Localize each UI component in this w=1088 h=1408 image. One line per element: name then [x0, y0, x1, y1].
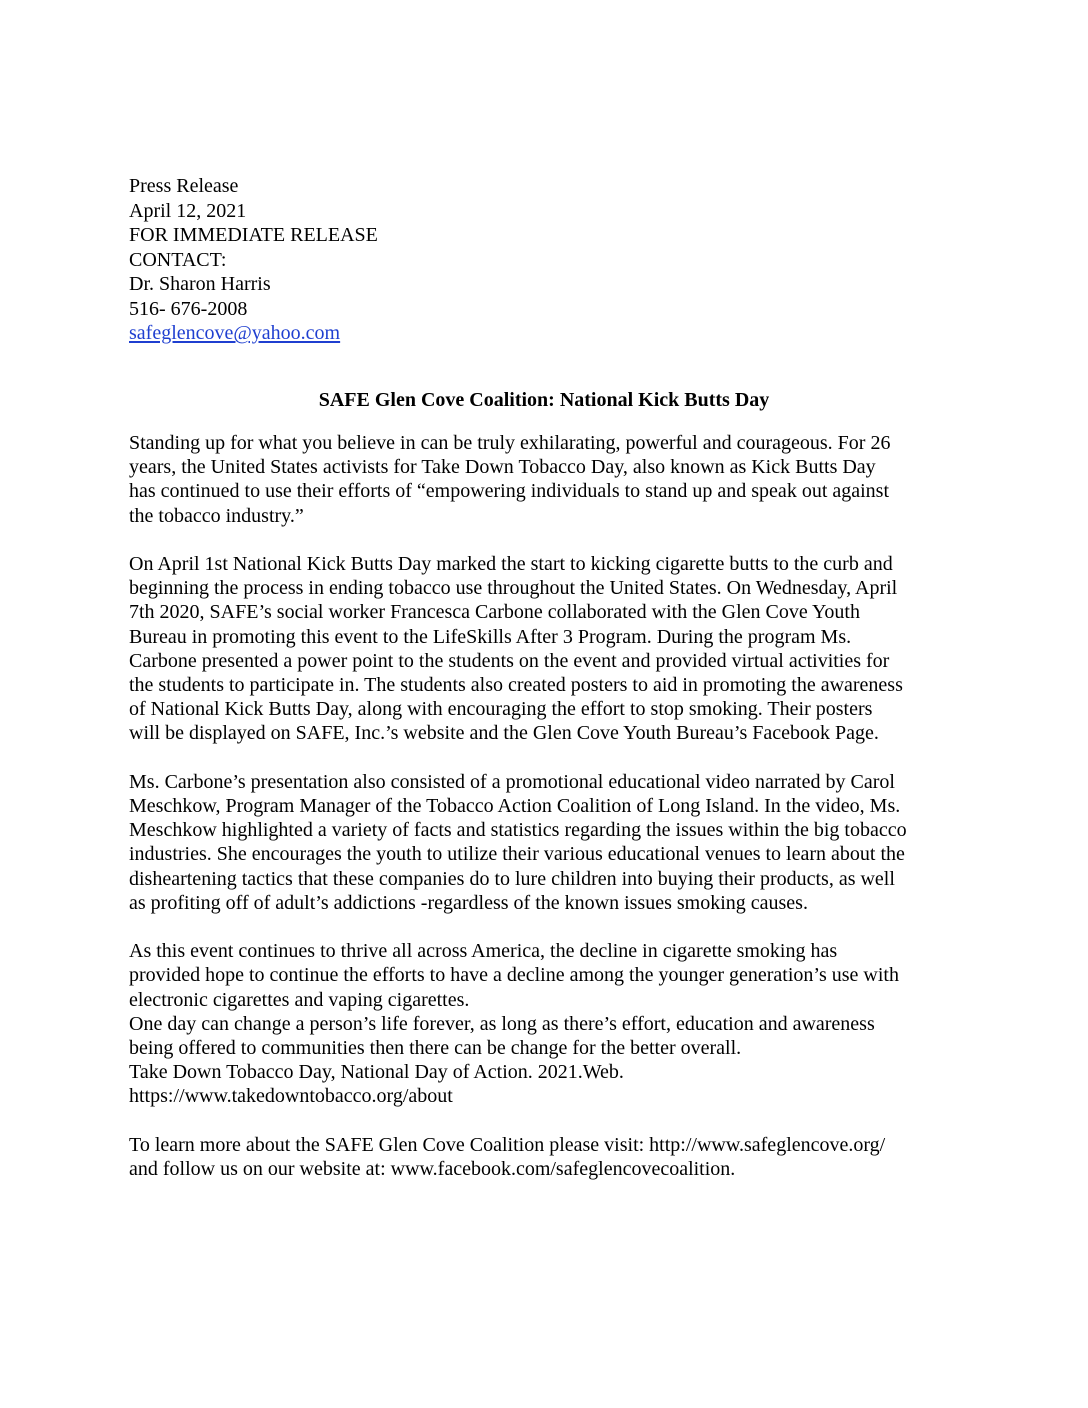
text-line: the tobacco industry.” [129, 504, 304, 527]
text-line: the students to participate in. The students also created posters to aid in promoting the awareness [129, 674, 903, 697]
text-line: One day can change a person’s life forever, as long as there’s effort, education and awareness [129, 1012, 875, 1035]
contact-name: Dr. Sharon Harris [129, 273, 271, 295]
contact-email-link[interactable]: safeglencove@yahoo.com [129, 322, 341, 344]
text-line: electronic cigarettes and vaping cigarettes. [129, 988, 470, 1011]
contact-phone: 516- 676-2008 [129, 297, 248, 320]
text-line: beginning the process in ending tobacco use throughout the United States. On Wednesday, April [129, 577, 898, 600]
text-line: will be displayed on SAFE, Inc.’s website and the Glen Cove Youth Bureau’s Facebook Page. [129, 722, 879, 745]
citation-line: Take Down Tobacco Day, National Day of Action. 2021.Web. [129, 1061, 624, 1084]
text-line: 7th 2020, SAFE’s social worker Francesca Carbone collaborated with the Glen Cove Youth [129, 601, 860, 624]
text-line: of National Kick Butts Day, along with encouraging the effort to stop smoking. Their posters [129, 698, 873, 721]
citation-url: https://www.takedowntobacco.org/about [129, 1085, 453, 1108]
release-notice: FOR IMMEDIATE RELEASE [129, 224, 378, 246]
text-line: Bureau in promoting this event to the LifeSkills After 3 Program. During the program Ms. [129, 625, 852, 648]
text-line: disheartening tactics that these companies do to lure children into buying their products, as well [129, 867, 895, 890]
document-body [129, 431, 969, 1181]
paragraph-event [129, 552, 969, 746]
text-line: and follow us on our website at: www.facebook.com/safeglencovecoalition. [129, 1158, 736, 1181]
paragraph-conclusion [129, 939, 969, 1108]
release-date: April 12, 2021 [129, 199, 247, 222]
text-line: Meschkow highlighted a variety of facts and statistics regarding the issues within the big tobacco [129, 819, 907, 842]
text-line: Meschkow, Program Manager of the Tobacco Action Coalition of Long Island. In the video, Ms. [129, 795, 901, 818]
text-line: provided hope to continue the efforts to have a decline among the younger generation’s use with [129, 964, 899, 987]
text-line: industries. She encourages the youth to utilize their various educational venues to learn about the [129, 843, 905, 866]
text-line: Standing up for what you believe in can be truly exhilarating, powerful and courageous. For 26 [129, 432, 891, 454]
contact-label: CONTACT: [129, 248, 227, 271]
text-line: On April 1st National Kick Butts Day marked the start to kicking cigarette butts to the curb and [129, 553, 893, 575]
text-line: has continued to use their efforts of “empowering individuals to stand up and speak out against [129, 480, 890, 503]
text-line: as profiting off of adult’s addictions -regardless of the known issues smoking causes. [129, 891, 808, 914]
paragraph-intro [129, 431, 969, 528]
paragraph-presentation [129, 770, 969, 915]
press-release-header [129, 174, 378, 346]
press-release-label: Press Release [129, 175, 239, 197]
text-line: Carbone presented a power point to the students on the event and provided virtual activities for [129, 649, 890, 672]
text-line: Ms. Carbone’s presentation also consisted of a promotional educational video narrated by Carol [129, 770, 895, 793]
text-line: As this event continues to thrive all across America, the decline in cigarette smoking has [129, 940, 838, 963]
text-line: years, the United States activists for Take Down Tobacco Day, also known as Kick Butts Day [129, 456, 876, 479]
document-title: SAFE Glen Cove Coalition: National Kick Butts Day [318, 389, 770, 411]
text-line: To learn more about the SAFE Glen Cove Coalition please visit: http://www.safeglencove.org/ [129, 1133, 886, 1156]
text-line: being offered to communities then there can be change for the better overall. [129, 1037, 742, 1060]
paragraph-learn-more [129, 1133, 969, 1181]
